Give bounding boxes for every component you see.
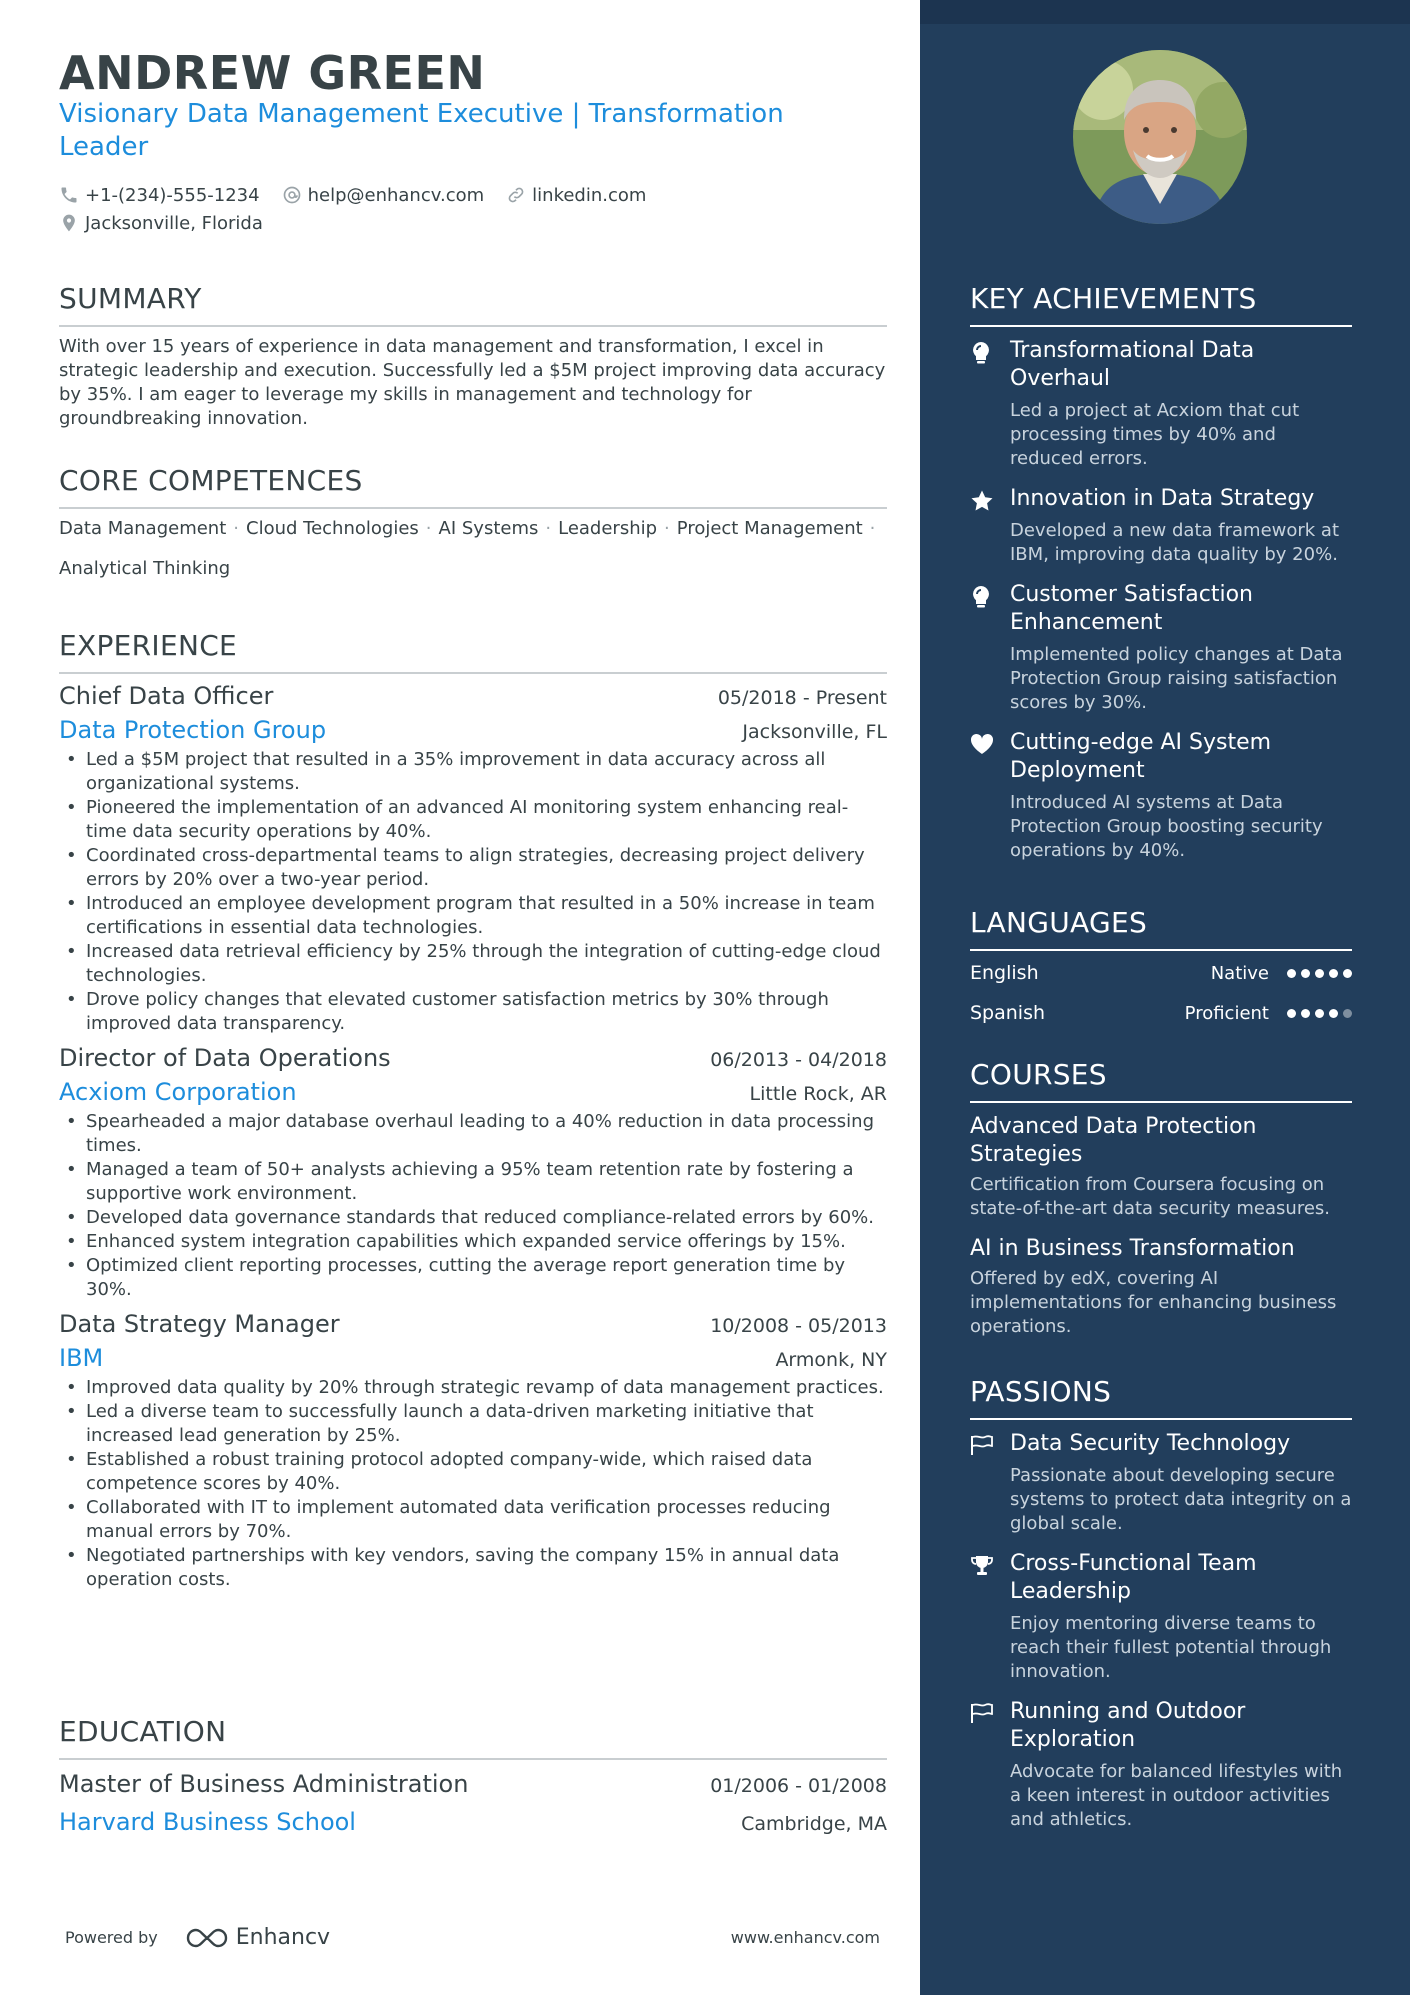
job-location: Jacksonville, FL [742,721,887,743]
job-title: Director of Data Operations [59,1044,391,1072]
email-text: help@enhancv.com [307,184,485,206]
bullet-item: • Optimized client reporting processes, cutting the average report generation time by 30%. [59,1254,887,1302]
language-level: Native [1210,962,1269,984]
section-title: COURSES [970,1058,1107,1091]
course-desc: Offered by edX, covering AI implementations for enhancing business operations. [970,1268,1337,1337]
school-name[interactable]: Harvard Business School [59,1808,356,1836]
email-item[interactable] [282,185,485,206]
section-divider [970,325,1352,327]
summary-section [59,282,887,431]
headline: Visionary Data Management Executive | Transformation Leader [59,99,784,162]
linkedin-item[interactable] [506,185,646,206]
contact-info [59,181,879,237]
section-title: LANGUAGES [970,906,1148,939]
degree-title: Master of Business Administration [59,1770,469,1798]
job-dates: 06/2013 - 04/2018 [710,1049,887,1071]
achievement-desc: Led a project at Acxiom that cut processing times by 40% and reduced errors. [1010,400,1300,469]
trophy-icon [970,1554,994,1578]
language-name: Spanish [970,1002,1046,1024]
rating-dot [1343,1009,1352,1018]
achievement-desc: Introduced AI systems at Data Protection Group boosting security operations by 40%. [1010,792,1323,861]
experience-section [59,629,887,1600]
section-title: CORE COMPETENCES [59,464,363,497]
star-icon [970,489,994,513]
bullet-item: • Coordinated cross-departmental teams to align strategies, decreasing project delivery errors by 20% over a two-year period. [59,844,887,892]
job-title: Data Strategy Manager [59,1310,340,1338]
candidate-name: ANDREW GREEN [59,46,486,100]
enhancv-logo[interactable] [184,1925,330,1950]
competences-section [59,464,887,589]
bullet-item: • Led a $5M project that resulted in a 35% improvement in data accuracy across all organizational systems. [59,748,887,796]
competence-item: Analytical Thinking [59,558,231,579]
bullet-item: • Enhanced system integration capabilities which expanded service offerings by 15%. [59,1230,887,1254]
achievement-title: Innovation in Data Strategy [1010,486,1315,511]
achievement-desc: Developed a new data framework at IBM, improving data quality by 20%. [1010,520,1340,565]
rating-dot [1329,969,1338,978]
competence-item: Cloud Technologies [246,518,419,539]
job-entry [59,1310,887,1592]
section-title: SUMMARY [59,282,202,315]
link-icon [506,185,526,205]
section-title: EDUCATION [59,1715,227,1748]
bullet-item: • Increased data retrieval efficiency by 25% through the integration of cutting-edge cloud technologies. [59,940,887,988]
competence-item: Project Management [676,518,863,539]
section-title: EXPERIENCE [59,629,238,662]
bullet-item: • Pioneered the implementation of an advanced AI monitoring system enhancing real-time data security operations by 40%. [59,796,887,844]
sidebar-top-band [920,0,1410,24]
job-title: Chief Data Officer [59,682,274,710]
enhancv-logo-icon [184,1926,230,1950]
bullet-item: • Led a diverse team to successfully launch a data-driven marketing initiative that increased lead generation by 25%. [59,1400,887,1448]
bullet-item: • Drove policy changes that elevated customer satisfaction metrics by 30% through improved data transparency. [59,988,887,1036]
competence-item: AI Systems [438,518,539,539]
competence-item: Data Management [59,518,227,539]
language-rating [1287,1009,1352,1018]
footer [65,1925,880,1950]
location-text: Jacksonville, Florida [85,212,263,234]
bullet-item: • Developed data governance standards that reduced compliance-related errors by 60%. [59,1206,887,1230]
job-dates: 05/2018 - Present [717,687,887,709]
job-location: Armonk, NY [775,1349,887,1371]
courses-section [970,1058,1352,1353]
section-divider [970,1101,1352,1103]
at-icon [282,185,302,205]
bullet-item: • Negotiated partnerships with key vendors, saving the company 15% in annual data operation costs. [59,1544,887,1592]
achievement-desc: Implemented policy changes at Data Protection Group raising satisfaction scores by 30%. [1010,644,1343,713]
achievement-item [970,581,1352,715]
passion-item [970,1698,1352,1832]
achievements-section [970,282,1352,877]
lightbulb-icon [970,341,992,365]
bullet-item: • Collaborated with IT to implement automated data verification processes reducing manual errors by 70%. [59,1496,887,1544]
rating-dot [1301,969,1310,978]
competence-list: Data Management · Cloud Technologies · AI Systems · Leadership · Project Management · Analytical Thinking [59,518,876,579]
achievement-item [970,337,1352,471]
job-entry [59,682,887,1036]
passion-title: Running and Outdoor Exploration [1010,1699,1246,1752]
passion-item [970,1550,1352,1684]
summary-text: With over 15 years of experience in data management and transformation, I excel in strategic leadership and execution. Successfully led a $5M project improving data accuracy by 35%. I am eager to leverage my skills in management and technology for groundbreaking innovation. [59,336,886,429]
bullet-item: • Established a robust training protocol adopted company-wide, which raised data competence scores by 40%. [59,1448,887,1496]
phone-icon [59,185,79,205]
section-divider [970,949,1352,951]
language-level: Proficient [1184,1002,1269,1024]
job-bullets [59,1110,887,1302]
lightbulb-icon [970,585,992,609]
passion-title: Cross-Functional Team Leadership [1010,1551,1257,1604]
rating-dot [1301,1009,1310,1018]
passion-desc: Advocate for balanced lifestyles with a keen interest in outdoor activities and athletics. [1010,1761,1343,1830]
passion-desc: Passionate about developing secure systems to protect data integrity on a global scale. [1010,1465,1352,1534]
education-location: Cambridge, MA [741,1813,887,1835]
education-dates: 01/2006 - 01/2008 [710,1775,887,1797]
achievement-item [970,729,1352,863]
job-company[interactable]: IBM [59,1344,104,1372]
job-bullets [59,1376,887,1592]
rating-dot [1315,1009,1324,1018]
passions-section [970,1375,1352,1846]
avatar [1073,50,1247,224]
language-row [970,953,1352,993]
passion-desc: Enjoy mentoring diverse teams to reach their fullest potential through innovation. [1010,1613,1332,1682]
course-desc: Certification from Coursera focusing on state-of-the-art data security measures. [970,1174,1330,1219]
map-pin-icon [59,213,79,233]
avatar-photo [1073,50,1247,224]
job-dates: 10/2008 - 05/2013 [710,1315,887,1337]
flag-icon [970,1434,994,1456]
enhancv-logo-text: Enhancv [235,1925,331,1950]
bullet-item: • Spearheaded a major database overhaul leading to a 40% reduction in data processing times. [59,1110,887,1158]
section-divider [970,1418,1352,1420]
rating-dot [1287,969,1296,978]
bullet-item: • Introduced an employee development program that resulted in a 50% increase in team certifications in essential data technologies. [59,892,887,940]
achievement-title: Cutting-edge AI System Deployment [1010,730,1272,783]
location-item [59,213,263,234]
bullet-item: • Managed a team of 50+ analysts achieving a 95% team retention rate by fostering a supportive work environment. [59,1158,887,1206]
job-entry [59,1044,887,1302]
bullet-item: • Improved data quality by 20% through strategic revamp of data management practices. [59,1376,887,1400]
competence-item: Leadership [558,518,658,539]
job-location: Little Rock, AR [749,1083,887,1105]
language-row [970,993,1352,1033]
rating-dot [1287,1009,1296,1018]
job-company[interactable]: Acxiom Corporation [59,1078,297,1106]
section-divider [59,325,887,327]
languages-section [970,906,1352,1033]
education-section [59,1715,887,1836]
heart-icon [970,733,994,755]
language-rating [1287,969,1352,978]
rating-dot [1343,969,1352,978]
job-company[interactable]: Data Protection Group [59,716,327,744]
language-name: English [970,962,1039,984]
achievement-title: Customer Satisfaction Enhancement [1010,582,1253,635]
powered-by-label: Powered by [65,1928,158,1947]
rating-dot [1315,969,1324,978]
flag-icon [970,1702,994,1724]
rating-dot [1329,1009,1338,1018]
phone-item[interactable] [59,185,260,206]
job-bullets [59,748,887,1036]
section-divider [59,672,887,674]
section-title: KEY ACHIEVEMENTS [970,282,1257,315]
passion-item [970,1430,1352,1536]
course-title: AI in Business Transformation [970,1236,1295,1261]
achievement-item [970,485,1352,567]
passion-title: Data Security Technology [1010,1431,1291,1456]
achievement-title: Transformational Data Overhaul [1010,338,1255,391]
course-title: Advanced Data Protection Strategies [970,1114,1257,1167]
linkedin-text: linkedin.com [532,184,647,206]
section-divider [59,1758,887,1760]
section-title: PASSIONS [970,1375,1112,1408]
footer-url[interactable]: www.enhancv.com [730,1928,880,1947]
phone-text: +1-(234)-555-1234 [85,184,260,206]
